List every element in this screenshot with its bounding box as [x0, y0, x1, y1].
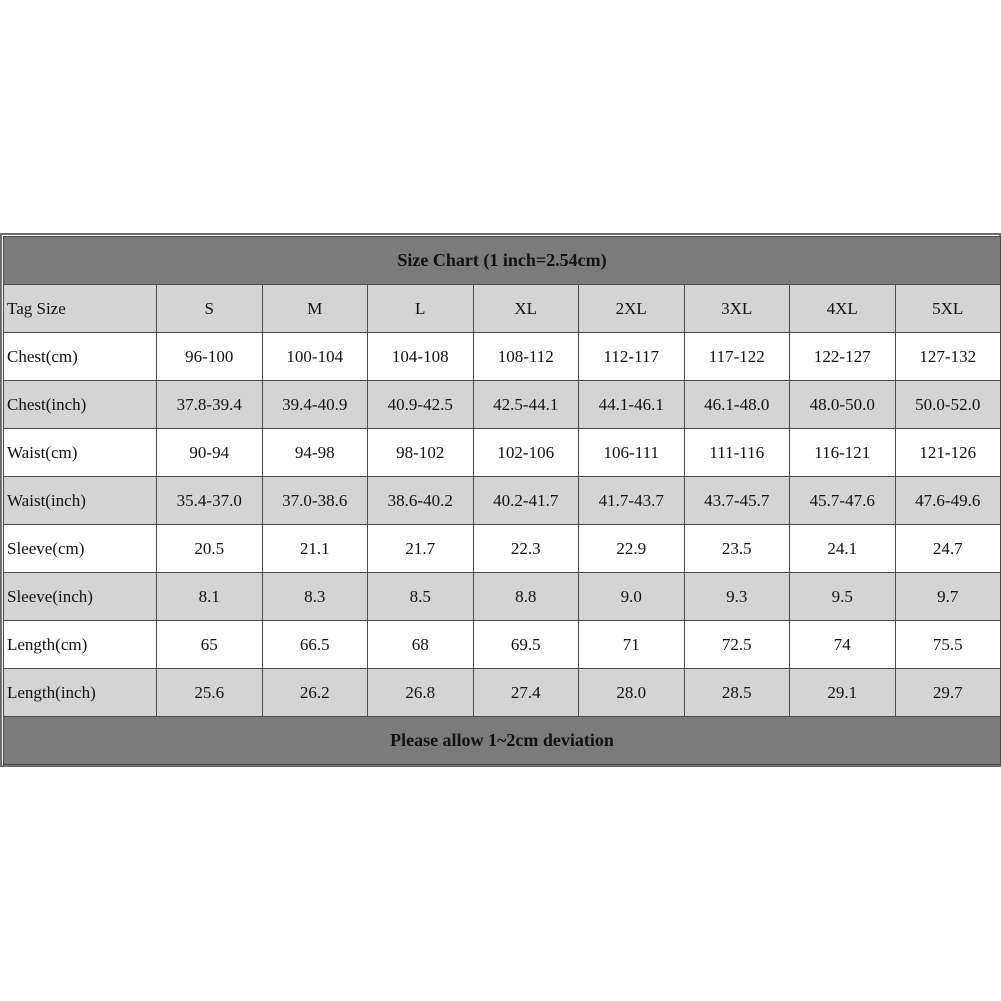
table-cell: 90-94 — [157, 429, 263, 477]
table-cell: 100-104 — [262, 333, 368, 381]
header-row — [4, 285, 1001, 333]
row-label: Sleeve(cm) — [4, 525, 157, 573]
table-cell: 20.5 — [157, 525, 263, 573]
table-cell: 48.0-50.0 — [790, 381, 896, 429]
table-cell: 8.8 — [473, 573, 579, 621]
table-row — [4, 573, 1001, 621]
table-cell: 47.6-49.6 — [895, 477, 1001, 525]
table-cell: 9.3 — [684, 573, 790, 621]
table-cell: 39.4-40.9 — [262, 381, 368, 429]
table-cell: 21.7 — [368, 525, 474, 573]
row-label: Chest(inch) — [4, 381, 157, 429]
table-cell: 42.5-44.1 — [473, 381, 579, 429]
table-cell: 35.4-37.0 — [157, 477, 263, 525]
table-cell: 22.3 — [473, 525, 579, 573]
title-row — [4, 237, 1001, 285]
table-row — [4, 381, 1001, 429]
table-cell: 22.9 — [579, 525, 685, 573]
table-cell: 25.6 — [157, 669, 263, 717]
table-cell: 45.7-47.6 — [790, 477, 896, 525]
table-cell: 40.9-42.5 — [368, 381, 474, 429]
table-cell: 24.1 — [790, 525, 896, 573]
table-cell: 40.2-41.7 — [473, 477, 579, 525]
table-cell: 9.0 — [579, 573, 685, 621]
table-cell: 65 — [157, 621, 263, 669]
size-header: 3XL — [684, 285, 790, 333]
table-cell: 24.7 — [895, 525, 1001, 573]
table-cell: 26.2 — [262, 669, 368, 717]
row-label: Chest(cm) — [4, 333, 157, 381]
table-cell: 72.5 — [684, 621, 790, 669]
table-cell: 26.8 — [368, 669, 474, 717]
table-cell: 75.5 — [895, 621, 1001, 669]
table-cell: 28.5 — [684, 669, 790, 717]
table-row — [4, 525, 1001, 573]
footer-row — [4, 717, 1001, 765]
size-chart — [0, 233, 1001, 767]
table-cell: 122-127 — [790, 333, 896, 381]
table-cell: 23.5 — [684, 525, 790, 573]
table-row — [4, 669, 1001, 717]
table-row — [4, 477, 1001, 525]
size-chart-table — [3, 236, 1001, 765]
size-header: 5XL — [895, 285, 1001, 333]
row-label: Length(inch) — [4, 669, 157, 717]
table-cell: 112-117 — [579, 333, 685, 381]
size-header: L — [368, 285, 474, 333]
table-cell: 68 — [368, 621, 474, 669]
table-cell: 121-126 — [895, 429, 1001, 477]
table-cell: 106-111 — [579, 429, 685, 477]
table-cell: 29.1 — [790, 669, 896, 717]
table-cell: 111-116 — [684, 429, 790, 477]
table-cell: 28.0 — [579, 669, 685, 717]
table-cell: 9.7 — [895, 573, 1001, 621]
table-row — [4, 429, 1001, 477]
row-label: Sleeve(inch) — [4, 573, 157, 621]
row-label: Waist(inch) — [4, 477, 157, 525]
table-cell: 8.1 — [157, 573, 263, 621]
table-row — [4, 621, 1001, 669]
table-cell: 41.7-43.7 — [579, 477, 685, 525]
table-cell: 102-106 — [473, 429, 579, 477]
table-cell: 44.1-46.1 — [579, 381, 685, 429]
table-cell: 29.7 — [895, 669, 1001, 717]
table-cell: 8.5 — [368, 573, 474, 621]
table-cell: 71 — [579, 621, 685, 669]
table-cell: 9.5 — [790, 573, 896, 621]
table-cell: 98-102 — [368, 429, 474, 477]
table-cell: 117-122 — [684, 333, 790, 381]
table-cell: 94-98 — [262, 429, 368, 477]
size-header: 4XL — [790, 285, 896, 333]
size-header: S — [157, 285, 263, 333]
size-header: 2XL — [579, 285, 685, 333]
table-cell: 50.0-52.0 — [895, 381, 1001, 429]
table-cell: 96-100 — [157, 333, 263, 381]
table-cell: 27.4 — [473, 669, 579, 717]
row-label: Waist(cm) — [4, 429, 157, 477]
header-label: Tag Size — [4, 285, 157, 333]
table-cell: 104-108 — [368, 333, 474, 381]
table-cell: 127-132 — [895, 333, 1001, 381]
footer-note: Please allow 1~2cm deviation — [4, 717, 1001, 765]
size-header: M — [262, 285, 368, 333]
chart-title: Size Chart (1 inch=2.54cm) — [4, 237, 1001, 285]
table-cell: 38.6-40.2 — [368, 477, 474, 525]
table-cell: 69.5 — [473, 621, 579, 669]
table-cell: 21.1 — [262, 525, 368, 573]
table-row — [4, 333, 1001, 381]
table-cell: 43.7-45.7 — [684, 477, 790, 525]
table-cell: 66.5 — [262, 621, 368, 669]
table-cell: 37.0-38.6 — [262, 477, 368, 525]
table-cell: 46.1-48.0 — [684, 381, 790, 429]
table-cell: 8.3 — [262, 573, 368, 621]
size-header: XL — [473, 285, 579, 333]
table-cell: 37.8-39.4 — [157, 381, 263, 429]
table-cell: 74 — [790, 621, 896, 669]
table-cell: 108-112 — [473, 333, 579, 381]
table-cell: 116-121 — [790, 429, 896, 477]
row-label: Length(cm) — [4, 621, 157, 669]
